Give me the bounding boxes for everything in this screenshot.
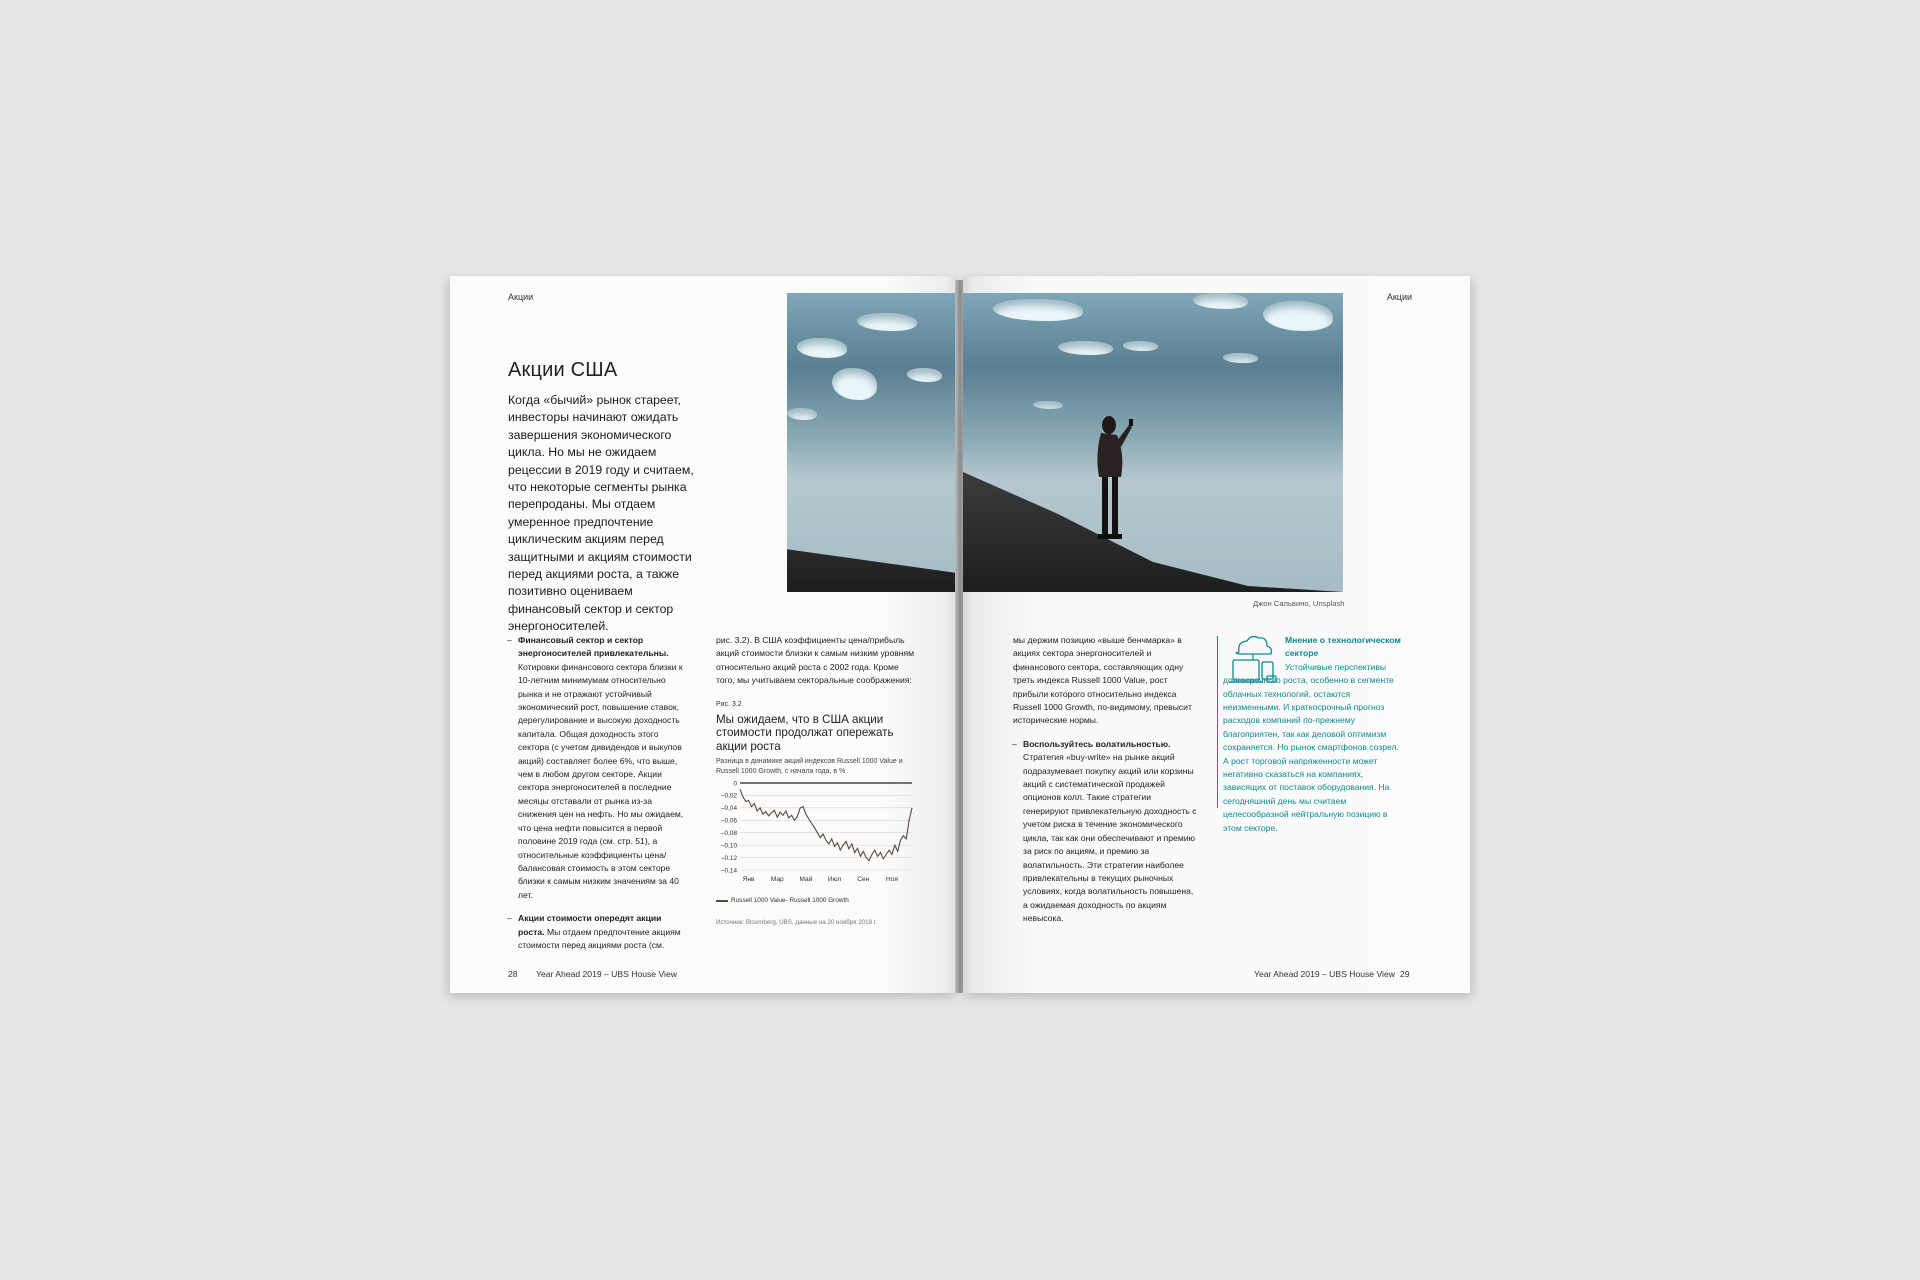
person-photographing — [1091, 415, 1141, 545]
page-title: Акции США — [508, 359, 618, 381]
bullet-text: Стратегия «buy-write» на рынке акций подразумевает покупку акций или корзины акций с систематической продажей опционов колл. Такие стратегии генерируют привлекательную доходность с учетом риска в течение экономического цикла, так как они обеспечивают и премию за риск по акциям, и премию за волатильность. Эти стратегии наиболее привлекательны в текущих рыночных условиях, когда волатильность повышена, а ожидаемая доходность по акциям невысока. — [1023, 752, 1197, 924]
legend-label: Russell 1000 Value- Russell 1000 Growth — [731, 897, 849, 905]
sidebar-rule — [1217, 636, 1218, 808]
left-page — [450, 276, 957, 993]
bullet-title: Воспользуйтесь волатильностью. — [1023, 738, 1171, 749]
x-tick-label: Июл — [827, 876, 842, 884]
bullet-volatility — [1013, 738, 1199, 926]
line-chart — [716, 778, 916, 890]
iceberg — [787, 408, 817, 420]
bullet-text: Мы отдаем предпочтение акциям стоимости перед акциями роста (см. — [518, 926, 681, 950]
body-text: мы держим позицию «выше бенчмарка» в акциях сектора энергоносителей и финансового сектора, составляющих одну треть индекса Russell 1000 Value, рост прибыли которого относительно индекса Russell 1000 Growth, по-видимому, превысит исторические нормы. — [1013, 635, 1192, 726]
iceberg — [1123, 341, 1158, 351]
y-tick-label: 0 — [733, 780, 737, 788]
page-number: 28 — [508, 969, 518, 979]
figure-number: Рис. 3.2 — [716, 700, 742, 708]
iceberg — [1058, 341, 1113, 355]
x-tick-label: Май — [799, 876, 813, 884]
iceberg — [993, 299, 1083, 321]
magazine-spread — [450, 276, 1470, 996]
photo-left-half — [787, 293, 957, 592]
x-tick-label: Сен — [857, 876, 870, 884]
footer-publication: Year Ahead 2019 – UBS House View — [1254, 969, 1395, 979]
sidebar-title: Мнение о технологическом секторе — [1285, 635, 1401, 659]
iceberg — [797, 338, 847, 358]
y-tick-label: –0,14 — [721, 867, 737, 875]
bullet-title: Акции стоимости опередят акции роста. — [518, 913, 662, 937]
figure-title: Мы ожидаем, что в США акции стоимости продолжат опережать акции роста — [716, 713, 894, 753]
shoreline — [787, 497, 957, 592]
sidebar-text: Устойчивые перспективы долгосрочного роста, особенно в сегменте облачных технологий, остаются неизменными. И краткосрочный прогноз расходов компаний по-прежнему благоприятен, так как деловой оптимизм сохраняется. Но рынок смартфонов созрел. А рост торговой напряженности может негативно сказаться на компаниях, зависящих от поставок оборудования. На сегодняшний день мы считаем целесообразной нейтральную позицию в этом секторе. — [1223, 661, 1399, 833]
running-head: Акции — [508, 292, 534, 302]
figure-3-2 — [716, 698, 916, 930]
running-head: Акции — [1386, 292, 1412, 302]
footer-publication: Year Ahead 2019 – UBS House View — [536, 969, 677, 979]
bullet-financials — [508, 634, 688, 902]
legend-swatch — [716, 900, 728, 902]
page-number: 29 — [1400, 969, 1410, 979]
figure-subtitle: Разница в динамике акций индексов Russell 1000 Value и Russell 1000 Growth, с начала года, в % — [716, 758, 903, 775]
chart-legend — [716, 894, 916, 907]
iceberg — [1193, 293, 1248, 309]
iceberg — [832, 368, 877, 400]
photo-caption: Джон Сальвино, Unsplash — [1253, 599, 1345, 608]
x-tick-label: Мар — [770, 876, 784, 884]
y-tick-label: –0,04 — [721, 805, 737, 813]
text-column-2 — [716, 634, 916, 929]
chart-source: Источник: Bloomberg, UBS, данные на 20 ноября 2018 г. — [716, 918, 877, 926]
y-tick-label: –0,08 — [721, 830, 737, 838]
iceberg — [1223, 353, 1258, 363]
iceberg — [907, 368, 942, 382]
y-tick-label: –0,06 — [721, 817, 737, 825]
y-tick-label: –0,10 — [721, 842, 737, 850]
tech-sector-sidebar — [1223, 634, 1405, 835]
lead-paragraph: Когда «бычий» рынок стареет, инвесторы начинают ожидать завершения экономического цикла. Но мы не ожидаем рецессии в 2019 году и считаем, что некоторые сегменты рынка перепроданы. Мы отдаем умеренное предпочтение циклическим акциям перед защитными и акциям стоимости перед акциями роста, а также позитивно оцениваем финансовый сектор и сектор энергоносителей. — [508, 393, 694, 634]
series-line — [740, 789, 912, 861]
body-text: рис. 3.2). В США коэффициенты цена/прибыль акций стоимости близки к самым низким уровням относительно акций роста с 2002 года. Кроме того, мы учитываем секторальные соображения: — [716, 635, 915, 686]
text-column-1 — [508, 634, 688, 962]
text-column-3 — [1013, 634, 1199, 936]
right-page — [963, 276, 1470, 993]
bullet-title: Финансовый сектор и сектор энергоносителей привлекательны. — [518, 635, 669, 659]
iceberg — [1033, 401, 1063, 409]
x-tick-label: Ноя — [885, 876, 898, 884]
bullet-text: Котировки финансового сектора близки к 10-летним минимумам относительно рынка и не отражают устойчивый экономический рост, повышение ставок, дерегулирование и высокую доходность капитала. Общая доходность этого сектора (с учетом дивидендов и выкупов акций) составляет более 6%, что выше, чем в любом другом секторе. Акции сектора энергоносителей в последние месяцы отставали от рынка из-за снижения цен на нефть. Но мы ожидаем, что цена нефти повысится в первой половине 2019 года (см. стр. 51), а относительные коэффициенты цена/балансовая стоимость в этом секторе близки к самым низким значениям за 40 лет. — [518, 661, 684, 900]
bullet-value-stocks — [508, 912, 688, 952]
y-tick-label: –0,12 — [721, 854, 737, 862]
y-tick-label: –0,02 — [721, 792, 737, 800]
x-tick-label: Янв — [742, 876, 755, 884]
shoreline — [963, 472, 1343, 592]
iceberg — [857, 313, 917, 331]
iceberg — [1263, 301, 1333, 331]
photo-right-half — [963, 293, 1343, 592]
